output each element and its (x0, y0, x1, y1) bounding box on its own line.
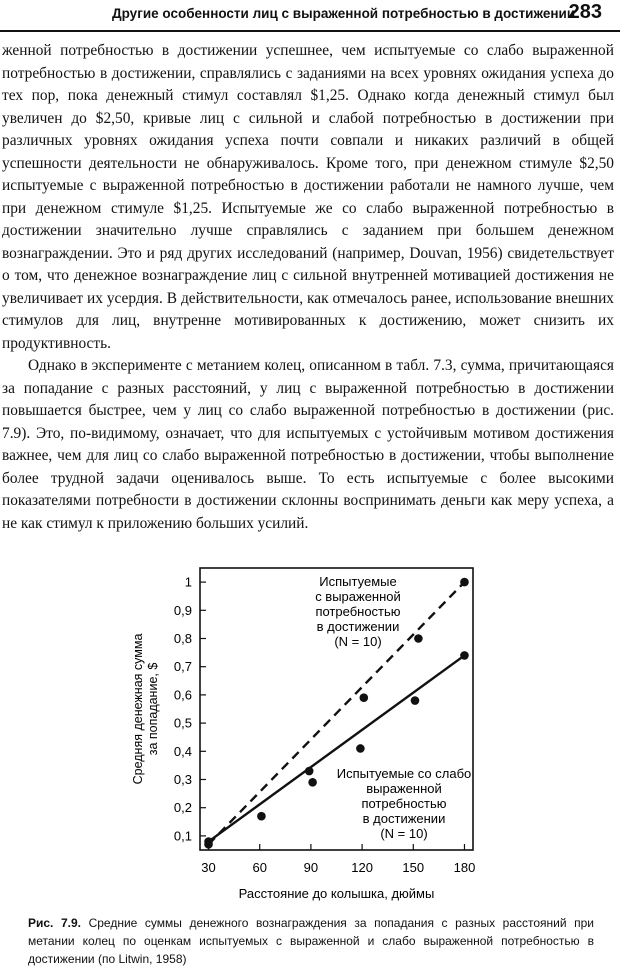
y-tick-label: 0,6 (173, 687, 192, 703)
y-tick-label: 0,1 (173, 828, 192, 844)
annotation-low-n: (N = 10) (380, 826, 428, 841)
annotation-high-n: (N = 10) (334, 634, 382, 649)
caption-text: Средние суммы денежного вознаграждения за попадания с разных расстояний при метании колец по оценкам испытуемых с выраженной и слабо выраженной потребностью в достижении (по Litwin, 1958) (28, 916, 594, 966)
data-point-high (414, 634, 423, 643)
data-point-low (257, 812, 266, 821)
data-point-low (411, 696, 420, 705)
y-axis-label-line1: Средняя денежная сумма (131, 633, 145, 785)
y-tick-label: 0,5 (173, 715, 192, 731)
x-tick-label: 180 (453, 860, 476, 875)
annotation-low-line: в достижении (362, 811, 446, 826)
figure-caption (28, 914, 594, 968)
body-text (2, 40, 614, 535)
y-tick-label: 0,7 (173, 659, 192, 675)
caption-label: Рис. 7.9. (28, 916, 81, 930)
annotation-high-line: в достижении (316, 619, 400, 634)
data-point-low (356, 744, 365, 753)
y-tick-label: 0,8 (173, 631, 192, 646)
figure-7-9 (0, 548, 620, 908)
annotation-low-line: Испытуемые со слабо (336, 766, 472, 781)
y-tick-label: 0,3 (173, 772, 192, 787)
x-tick-label: 120 (351, 860, 373, 875)
y-tick-label: 0,9 (173, 602, 192, 618)
data-point-low (308, 778, 317, 787)
data-point-high (460, 578, 469, 587)
data-point-low (460, 651, 469, 660)
page-number: 283 (568, 1, 602, 23)
x-tick-label: 30 (201, 860, 216, 875)
annotation-low-line: потребностью (361, 796, 447, 811)
annotation-high-line: с выраженной (315, 589, 401, 604)
running-head: Другие особенности лиц с выраженной потребностью в достижении (112, 6, 576, 21)
page-header (0, 0, 620, 32)
paragraph-2: Однако в эксперименте с метанием колец, описанном в табл. 7.3, сумма, причитающаяся за попадание с разных расстояний, у лиц с выраженной потребностью в достижении повышается быстрее, чем у лиц со слабо выраженной потребностью в достижении (рис. 7.9). Это, по-видимому, означает, что для испытуемых с устойчивым мотивом достижения важнее, чем для лиц со слабо выраженной потребностью в достижении, чтобы выполнение более трудной задачи оценивалось выше. То есть испытуемые с более высокими показателями потребности в достижении склонны воспринимать деньги как меру успеха, а не как стимул к приложению больших усилий. (2, 357, 614, 532)
data-point-high (360, 693, 369, 702)
y-axis-label-line2: за попадание, $ (146, 662, 160, 756)
annotation-low-line: выраженной (366, 781, 442, 796)
x-tick-label: 90 (303, 860, 319, 875)
annotation-high-line: потребностью (315, 604, 401, 619)
y-tick-label: 0,2 (173, 800, 192, 816)
annotation-high-line: Испытуемые (319, 574, 397, 589)
y-tick-label: 1 (184, 574, 192, 590)
paragraph-1: женной потребностью в достижении успешнее, чем испытуемые со слабо выраженной потребностью в достижении, справлялись с заданиями на всех уровнях ожидания успеха до тех пор, пока денежный стимул составлял $1,25. Однако когда денежный стимул был увеличен до $2,50, кривые лиц с сильной и слабой потребностью в достижении при различных уровнях ожидания успеха почти совпали и никаких различий в общей успешности деятельности не обнаруживалось. Кроме того, при денежном стимуле $2,50 испытуемые с выраженной потребностью в достижении работали не намного лучше, чем при денежном стимуле $1,25. Испытуемые же со слабо выраженной потребностью в достижении значительно лучше справлялись с заданием при большем денежном вознаграждении. Это и ряд других исследований (например, Douvan, 1956) свидетельствует о том, что денежное вознаграждение лиц с сильной внутренней мотивацией достижения не увеличивает их усердия. В действительности, как отмечалось ранее, использование внешних стимулов для лиц, внутренне мотивированных к достижению, может снизить их продуктивность. (2, 42, 614, 352)
x-axis-label: Расстояние до колышка, дюймы (238, 886, 435, 901)
x-tick-label: 60 (252, 860, 267, 875)
scatter-chart (0, 548, 620, 908)
y-tick-label: 0,4 (173, 743, 192, 759)
x-tick-label: 150 (402, 860, 425, 875)
data-point-low (204, 837, 213, 846)
